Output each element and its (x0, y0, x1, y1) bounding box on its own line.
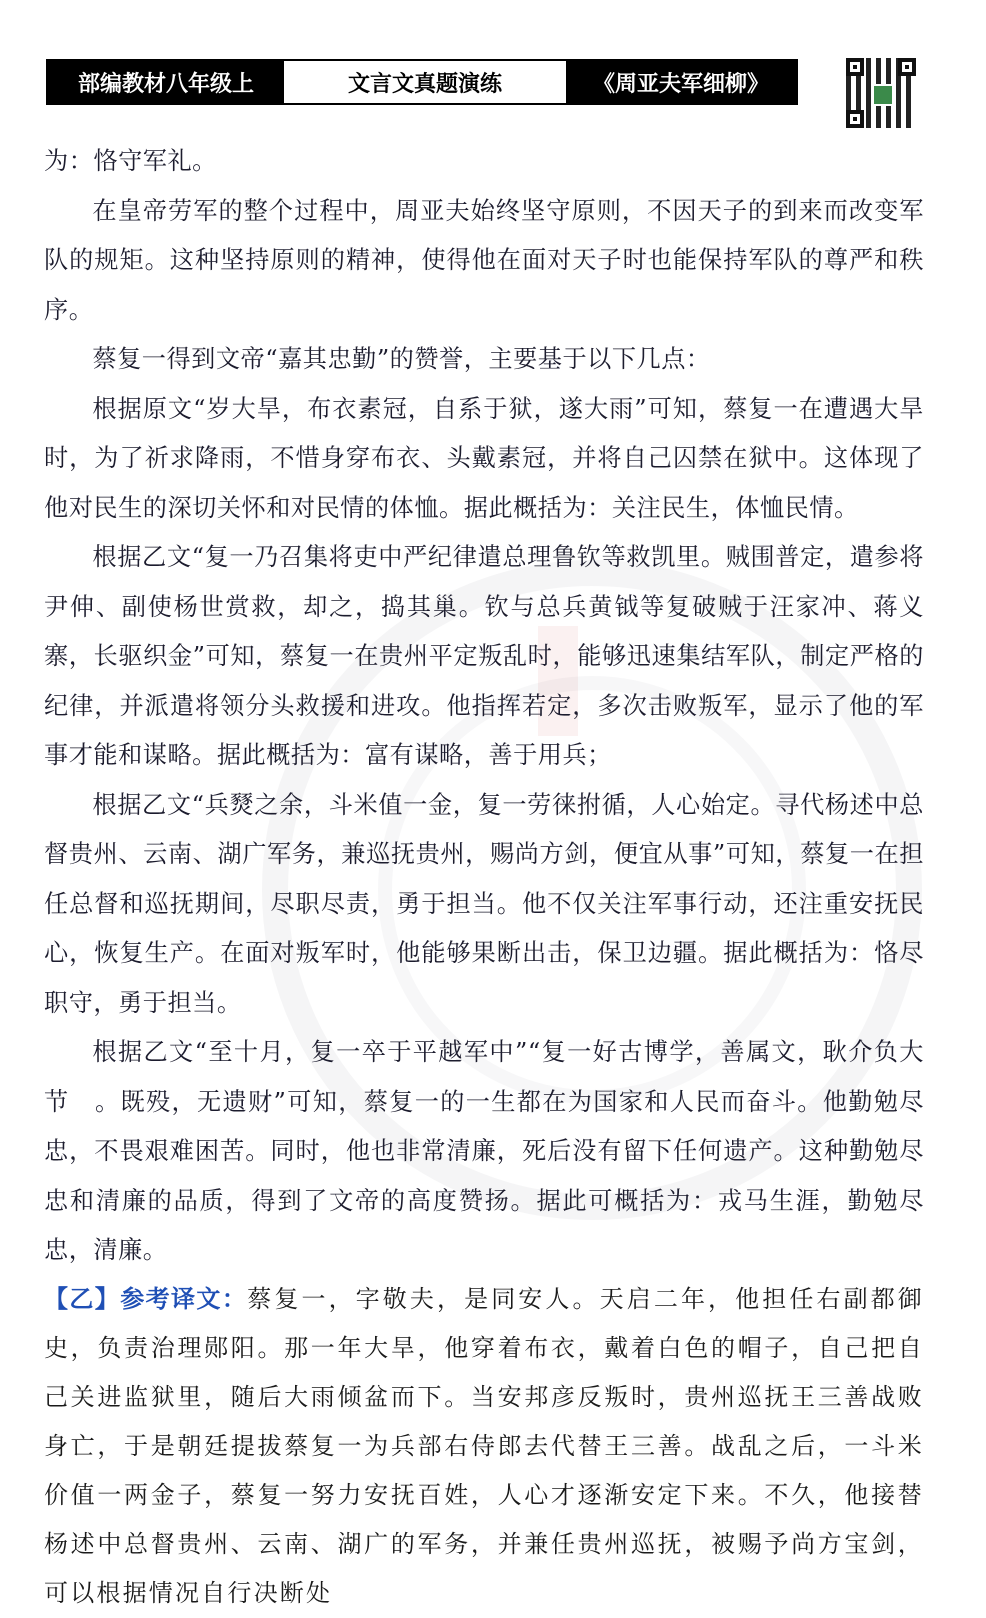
paragraph: 根据乙文“至十月，复一卒于平越军中”“复一好古博学，善属文，耿介负大节 。既殁，无遗财”可知，蔡复一的一生都在为国家和人民而奋斗。他勤勉尽忠，不畏艰难困苦。同时，他也非常清廉，死后没有留下任何遗产。这种勤勉尽忠和清廉的品质，得到了文帝的高度赞扬。据此可概括为：戎马生涯，勤勉尽忠，清廉。 (44, 1038, 924, 1264)
qr-code-icon (846, 58, 916, 128)
translation-block (44, 1275, 924, 1618)
paragraph: 蔡复一得到文帝“嘉其忠勤”的赞誉，主要基于以下几点： (92, 345, 711, 373)
paragraph: 根据乙文“兵燹之余，斗米值一金，复一劳徕拊循，人心始定。寻代杨述中总督贵州、云南、湖广军务，兼巡抚贵州，赐尚方剑，便宜从事”可知，蔡复一在担任总督和巡抚期间，尽职尽责，勇于担当。他不仅关注军事行动，还注重安抚民心，恢复生产。在面对叛军时，他能够果断出击，保卫边疆。据此概括为：恪尽职守，勇于担当。 (44, 790, 924, 1017)
paragraph: 为：恪守军礼。 (44, 147, 217, 175)
paragraph: 在皇帝劳军的整个过程中，周亚夫始终坚守原则，不因天子的到来而改变军队的规矩。这种坚持原则的精神，使得他在面对天子时也能保持军队的尊严和秩序。 (44, 196, 924, 324)
header-section-label: 文言文真题演练 (284, 61, 566, 103)
answer-body (44, 137, 924, 1276)
translation-text: 蔡复一，字敬夫，是同安人。天启二年，他担任右副都御史，负责治理郧阳。那一年大旱，他穿着布衣，戴着白色的帽子，自己把自己关进监狱里，随后大雨倾盆而下。当安邦彦反叛时，贵州巡抚王三善战败身亡，于是朝廷提拔蔡复一为兵部右侍郎去代替王三善。战乱之后，一斗米价值一两金子，蔡复一努力安抚百姓，人心才逐渐安定下来。不久，他接替杨述中总督贵州、云南、湖广的军务，并兼任贵州巡抚，被赐予尚方宝剑，可以根据情况自行决断处 (44, 1285, 924, 1607)
translation-tag: 【乙】参考译文： (44, 1285, 248, 1313)
header-bar (46, 59, 798, 105)
header-textbook-label: 部编教材八年级上 (48, 61, 284, 103)
paragraph: 根据原文“岁大旱，布衣素冠，自系于狱，遂大雨”可知，蔡复一在遭遇大旱时，为了祈求降雨，不惜身穿布衣、头戴素冠，并将自己囚禁在狱中。这体现了他对民生的深切关怀和对民情的体恤。据此概括为：关注民生，体恤民情。 (44, 394, 924, 522)
paragraph: 根据乙文“复一乃召集将吏中严纪律遣总理鲁钦等救凯里。贼围普定，遣参将尹伸、副使杨世赏救，却之，捣其巢。钦与总兵黄钺等复破贼于汪家冲、蒋义寨，长驱织金”可知，蔡复一在贵州平定叛乱时，能够迅速集结军队，制定严格的纪律，并派遣将领分头救援和进攻。他指挥若定，多次击败叛军，显示了他的军事才能和谋略。据此概括为：富有谋略，善于用兵； (44, 543, 924, 769)
header-title-label: 《周亚夫军细柳》 (566, 61, 796, 103)
